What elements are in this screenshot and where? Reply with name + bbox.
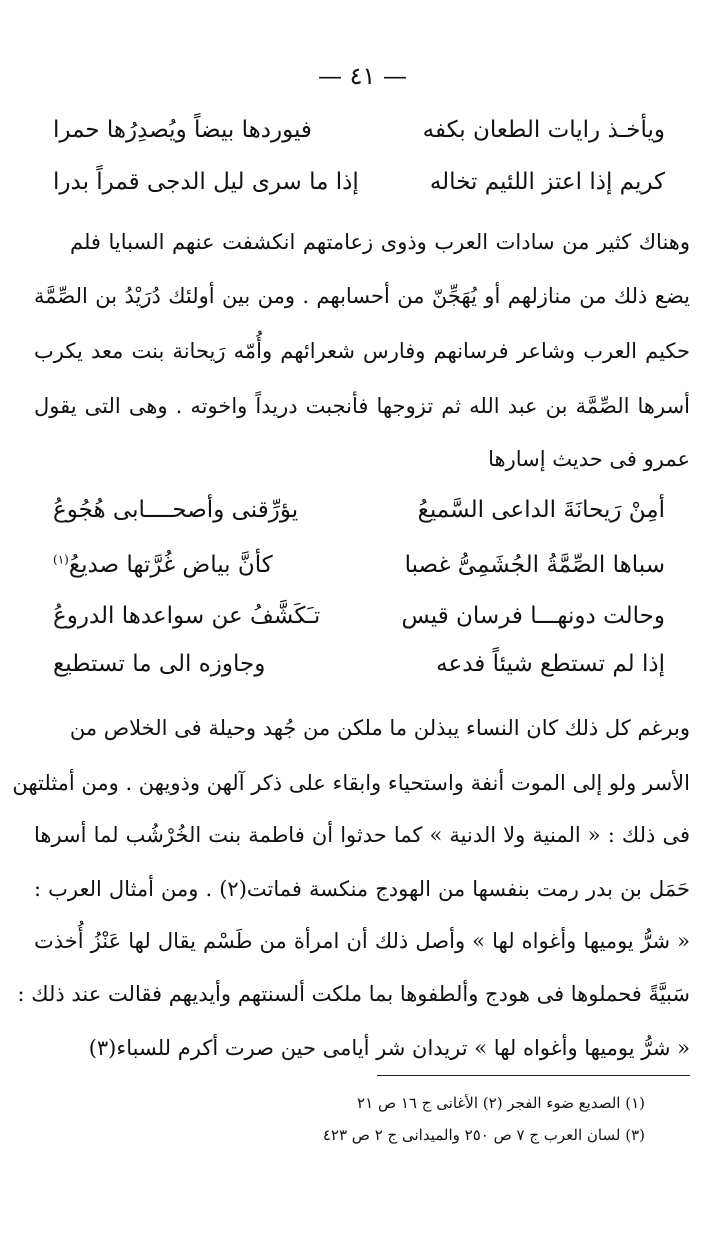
verse-first-hemistich: سباها الصِّمَّةُ الجُشَمِىُّ غصبا [404, 552, 665, 578]
paragraph-line: « شرُّ يوميها وأغواه لها » وأصل ذلك أن امرأة من طَسْم يقال لها عَنْزُ أُخذت [34, 929, 690, 953]
footnote-marker: (١) [53, 552, 69, 567]
verse-second-hemistich: تـَكَشَّفُ عن سواعدها الدروعُ [53, 603, 321, 629]
paragraph-line: يضع ذلك من منازلهم أو يُهَجِّنّ من أحسابهم . ومن بين أولئك دُرَيْدُ بن الصِّمَّة [34, 284, 690, 308]
verse-second-hemistich: وجاوزه الى ما تستطيع [53, 651, 266, 677]
paragraph-line: سَبيَّةً فحملوها فى هودج وألطفوها بما ملكت ألسنتهم وأيديهم فقالت عند ذلك : [17, 982, 690, 1006]
poem-verse [53, 594, 665, 638]
verse-second-hemistich: فيوردها بيضاً ويُصدِرُها حمرا [53, 117, 312, 143]
poem-verse [53, 160, 665, 204]
verse-first-hemistich: أمِنْ رَيحانَةَ الداعى السَّميعُ [417, 497, 665, 523]
poem-verse [53, 108, 665, 152]
verse-second-hemistich: يؤرِّقنى وأصحــــابى هُجُوعُ [53, 497, 299, 523]
paragraph-line: حكيم العرب وشاعر فرسانهم وفارس شعرائهم وأُمّه رَيحانة بنت معد يكرب [34, 339, 690, 363]
footnote: (٣) لسان العرب ج ٧ ص ٢٥٠ والميدانى ج ٢ ص ٤٢٣ [322, 1126, 645, 1144]
verse-first-hemistich: ويأخـذ رايات الطعان بكفه [422, 117, 665, 143]
page-number: — ٤١ — [317, 62, 408, 90]
verse-second-hemistich [53, 552, 273, 578]
footnote: (١) الصديع ضوء الفجر (٢) الأغانى ج ١٦ ص ٢١ [357, 1094, 645, 1112]
footnote-divider [377, 1075, 690, 1076]
paragraph-line: فى ذلك : « المنية ولا الدنية » كما حدثوا أن فاطمة بنت الخُرْشُب لما أسرها [34, 823, 690, 847]
poem-verse [53, 488, 665, 532]
verse-second-hemistich-text: كأنَّ بياض غُرَّتها صديعُ [68, 552, 273, 578]
paragraph-line: الأسر ولو إلى الموت أنفة واستحياء وابقاء على ذكر آلهن وذويهن . ومن أمثلتهن [12, 771, 690, 795]
poem-verse [53, 642, 665, 686]
paragraph-line: حَمَل بن بدر رمت بنفسها من الهودج منكسة فماتت(٢) . ومن أمثال العرب : [34, 877, 690, 901]
paragraph-line: وبرغم كل ذلك كان النساء يبذلن ما ملكن من جُهد وحيلة فى الخلاص من [69, 716, 690, 740]
paragraph-line: عمرو فى حديث إسارها [488, 447, 690, 471]
paragraph-line: أسرها الصِّمَّة بن عبد الله ثم تزوجها فأنجبت دريداً واخوته . وهى التى يقول [34, 394, 690, 418]
poem-verse [53, 543, 665, 587]
verse-first-hemistich: إذا لم تستطع شيئاً فدعه [436, 651, 665, 677]
paragraph-line: « شرُّ يوميها وأغواه لها » تريدان شر أيامى حين صرت أكرم للسباء(٣) [88, 1036, 690, 1060]
paragraph-line: وهناك كثير من سادات العرب وذوى زعامتهم انكشفت عنهم السبايا فلم [70, 230, 690, 254]
verse-second-hemistich: إذا ما سرى ليل الدجى قمراً بدرا [53, 169, 359, 195]
verse-first-hemistich: كريم إذا اعتز اللئيم تخاله [429, 169, 665, 195]
verse-first-hemistich: وحالت دونهـــا فرسان قيس [401, 603, 665, 629]
